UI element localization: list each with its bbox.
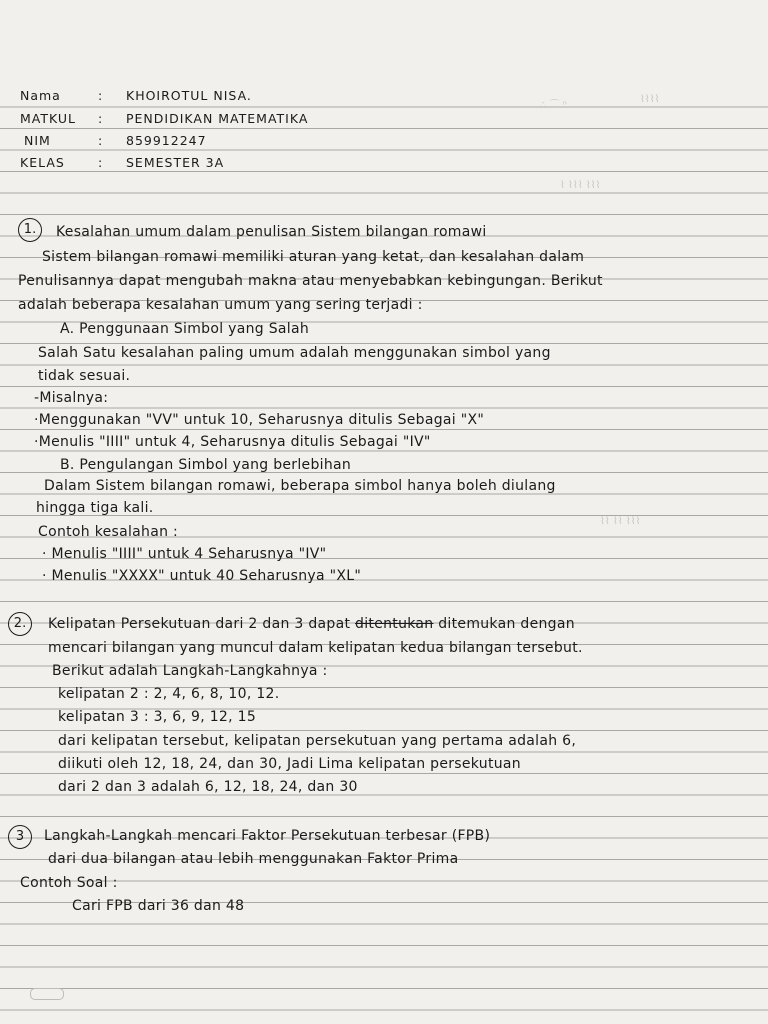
q2-line-start: Kelipatan Persekutuan dari 2 dan 3 dapat: [48, 616, 351, 632]
q3-line: Langkah-Langkah mencari Faktor Persekutuan terbesar (FPB): [44, 828, 491, 844]
q1-line: Contoh kesalahan :: [38, 524, 179, 540]
field-separator: :: [98, 88, 104, 103]
q3-line: dari dua bilangan atau lebih menggunakan Faktor Prima: [48, 851, 459, 867]
q2-line: kelipatan 2 : 2, 4, 6, 8, 10, 12.: [58, 686, 280, 702]
struck-word: ditentukan: [355, 616, 434, 632]
q1-line: -Misalnya:: [34, 390, 109, 406]
q1-line: Salah Satu kesalahan paling umum adalah menggunakan simbol yang: [38, 345, 551, 361]
bleed-through-mark: ⌇ ⌇⌇⌇ ⌇⌇⌇: [560, 180, 601, 191]
field-kelas-value: SEMESTER 3A: [126, 155, 225, 170]
question-number-1: 1.: [18, 218, 42, 242]
q2-line: kelipatan 3 : 3, 6, 9, 12, 15: [58, 709, 257, 725]
q2-line: dari kelipatan tersebut, kelipatan persekutuan yang pertama adalah 6,: [58, 733, 577, 749]
bleed-through-mark: ⌇⌇ ⌇⌇ ⌇⌇⌇: [600, 516, 641, 527]
q2-line: dari 2 dan 3 adalah 6, 12, 18, 24, dan 30: [58, 779, 358, 795]
field-nama-value: KHOIROTUL NISA.: [126, 88, 252, 103]
bleed-through-mark: ∴ ⌒ ⁿ: [540, 100, 567, 111]
page-corner-mark: [30, 988, 64, 1000]
q2-line-end: ditemukan dengan: [438, 616, 575, 632]
q1-line: hingga tiga kali.: [36, 500, 154, 516]
q1-line: tidak sesuai.: [38, 368, 131, 384]
q3-line: Cari FPB dari 36 dan 48: [72, 898, 245, 914]
question-number-3: 3: [8, 825, 32, 849]
field-separator: :: [98, 111, 104, 126]
field-separator: :: [98, 155, 104, 170]
field-nama-label: Nama: [20, 88, 61, 103]
field-matkul-label: MATKUL: [20, 111, 76, 126]
question-number-2: 2.: [8, 612, 32, 636]
q2-line-first: [48, 616, 575, 632]
q1-line: Dalam Sistem bilangan romawi, beberapa simbol hanya boleh diulang: [44, 478, 556, 494]
field-kelas-label: KELAS: [20, 155, 65, 170]
q1-line: B. Pengulangan Simbol yang berlebihan: [60, 457, 352, 473]
field-matkul-value: PENDIDIKAN MATEMATIKA: [126, 111, 309, 126]
bleed-through-mark: ⌇⌇⌇⌇: [640, 94, 660, 105]
q1-line: · Menulis "IIII" untuk 4 Seharusnya "IV": [42, 546, 327, 562]
q1-line: Sistem bilangan romawi memiliki aturan yang ketat, dan kesalahan dalam: [42, 249, 585, 265]
q2-line: Berikut adalah Langkah-Langkahnya :: [52, 663, 328, 679]
field-nim-value: 859912247: [126, 133, 207, 148]
q3-line: Contoh Soal :: [20, 875, 118, 891]
q1-line: · Menulis "XXXX" untuk 40 Seharusnya "XL": [42, 568, 362, 584]
field-separator: :: [98, 133, 104, 148]
field-nim-label: NIM: [24, 133, 51, 148]
q1-line: Kesalahan umum dalam penulisan Sistem bilangan romawi: [56, 224, 487, 240]
q1-line: ·Menggunakan "VV" untuk 10, Seharusnya ditulis Sebagai "X": [34, 412, 485, 428]
q2-line: mencari bilangan yang muncul dalam kelipatan kedua bilangan tersebut.: [48, 640, 583, 656]
q1-line: ·Menulis "IIII" untuk 4, Seharusnya ditulis Sebagai "IV": [34, 434, 431, 450]
q1-line: Penulisannya dapat mengubah makna atau menyebabkan kebingungan. Berikut: [18, 273, 603, 289]
q2-line: diikuti oleh 12, 18, 24, dan 30, Jadi Lima kelipatan persekutuan: [58, 756, 521, 772]
q1-line: A. Penggunaan Simbol yang Salah: [60, 321, 310, 337]
q1-line: adalah beberapa kesalahan umum yang sering terjadi :: [18, 297, 423, 313]
